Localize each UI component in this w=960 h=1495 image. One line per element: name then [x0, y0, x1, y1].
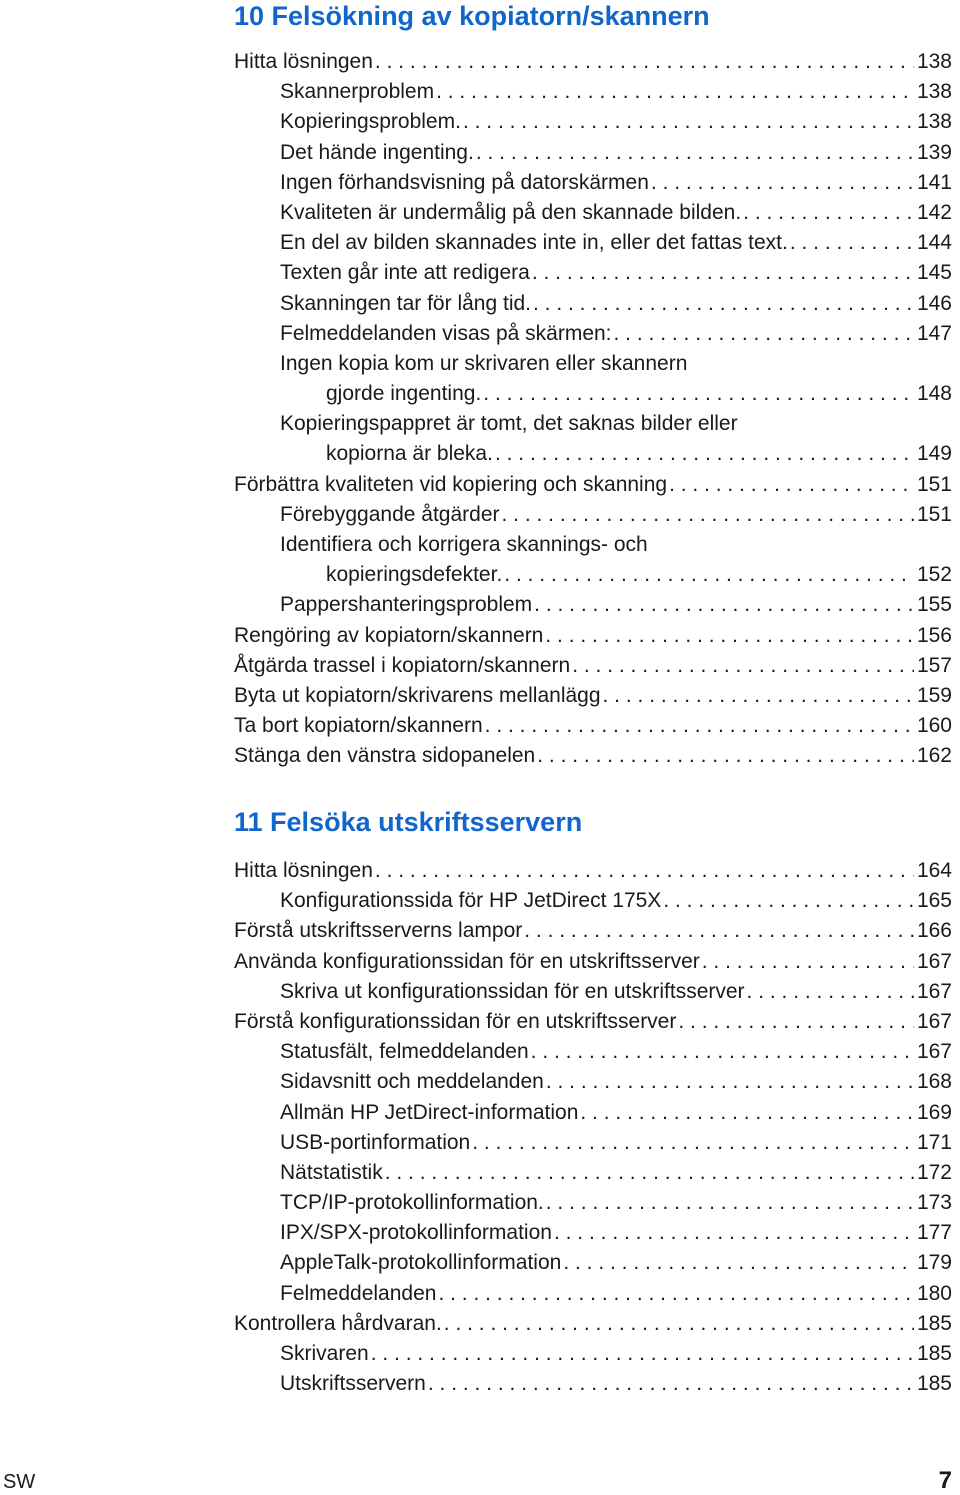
toc-entry[interactable]	[234, 349, 952, 409]
toc-entry-label: Nätstatistik	[280, 1160, 383, 1184]
toc-page-number: 145	[916, 261, 952, 285]
toc-entry-label: Kvaliteten är undermålig på den skannade bilden.	[280, 200, 742, 224]
toc-page-number: 185	[916, 1311, 952, 1335]
toc-page-number: 155	[916, 593, 952, 617]
toc-entry-label: Sidavsnitt och meddelanden	[280, 1070, 544, 1094]
toc-entry[interactable]	[234, 138, 952, 168]
dot-leader	[385, 1158, 914, 1188]
toc-page-number: 151	[916, 502, 952, 526]
toc-entry-label: Ingen kopia kom ur skrivaren eller skannern	[280, 351, 688, 375]
toc-entry-label-continued: kopiorna är bleka.	[326, 442, 493, 466]
toc-entry-label: Skrivaren	[280, 1342, 369, 1365]
dot-leader	[371, 1339, 914, 1369]
toc-page-number: 152	[916, 563, 952, 587]
dot-leader	[504, 560, 914, 590]
toc-entry[interactable]	[234, 1037, 952, 1067]
dot-leader	[463, 107, 914, 137]
toc-entry-label: Allmän HP JetDirect-information	[280, 1100, 579, 1124]
toc-entry-label: Åtgärda trassel i kopiatorn/skannern	[234, 653, 571, 677]
toc-entry-label: Pappershanteringsproblem	[280, 593, 533, 617]
toc-page-number: 180	[916, 1281, 952, 1305]
toc-entry[interactable]	[234, 1128, 952, 1158]
toc-entry[interactable]	[234, 916, 952, 946]
toc-entry-label: AppleTalk-protokollinformation	[280, 1251, 562, 1275]
toc-entry-label: Utskriftsservern	[280, 1372, 426, 1396]
toc-entry-label: Statusfält, felmeddelanden	[280, 1040, 529, 1064]
chapter-10-toc	[234, 47, 952, 772]
toc-entry-label: Konfigurationssida för HP JetDirect 175X	[280, 889, 662, 913]
toc-entry-label: IPX/SPX-protokollinformation	[280, 1221, 552, 1245]
footer-page-number: 7	[938, 1467, 952, 1494]
toc-entry[interactable]	[234, 228, 952, 258]
toc-entry[interactable]	[234, 1279, 952, 1309]
toc-entry[interactable]	[234, 1339, 952, 1369]
toc-page-number: 172	[916, 1160, 952, 1184]
toc-page-number: 156	[916, 623, 952, 647]
toc-page-number: 157	[916, 653, 952, 677]
toc-entry[interactable]	[234, 1248, 952, 1278]
dot-leader	[580, 1098, 914, 1128]
toc-entry-label: Skannerproblem	[280, 80, 435, 104]
dot-leader	[545, 621, 914, 651]
dot-leader	[502, 500, 914, 530]
dot-leader	[534, 590, 914, 620]
toc-page-number: 185	[916, 1372, 952, 1396]
toc-page-number: 142	[916, 200, 952, 224]
toc-entry[interactable]	[234, 651, 952, 681]
toc-entry[interactable]	[234, 621, 952, 651]
toc-entry-label: Hitta lösningen	[234, 859, 373, 882]
dot-leader	[546, 1188, 914, 1218]
dot-leader	[614, 319, 914, 349]
chapter-11-toc	[234, 856, 952, 1399]
toc-entry[interactable]	[234, 1158, 952, 1188]
toc-entry-label: Rengöring av kopiatorn/skannern	[234, 623, 544, 647]
toc-entry[interactable]	[234, 289, 952, 319]
toc-entry[interactable]	[234, 977, 952, 1007]
toc-page-number: 147	[916, 321, 952, 345]
toc-entry-label-continued: gjorde ingenting.	[326, 382, 482, 406]
toc-entry-label: Använda konfigurationssidan för en utskriftsserver	[234, 949, 700, 973]
toc-entry[interactable]	[234, 1369, 952, 1399]
dot-leader	[472, 1128, 914, 1158]
toc-entry-label: En del av bilden skannades inte in, eller det fattas text.	[280, 231, 788, 255]
toc-entry-label: Byta ut kopiatorn/skrivarens mellanlägg	[234, 683, 601, 707]
toc-entry[interactable]	[234, 409, 952, 469]
toc-page-number: 171	[916, 1130, 952, 1154]
toc-entry[interactable]	[234, 319, 952, 349]
toc-page-number: 141	[916, 170, 952, 194]
toc-page-number: 179	[916, 1251, 952, 1275]
dot-leader	[485, 711, 914, 741]
toc-page-number: 173	[916, 1191, 952, 1215]
toc-page-number: 166	[916, 919, 952, 943]
toc-entry[interactable]	[234, 1098, 952, 1128]
dot-leader	[375, 856, 914, 886]
toc-entry[interactable]	[234, 711, 952, 741]
dot-leader	[572, 651, 914, 681]
toc-entry[interactable]	[234, 1007, 952, 1037]
chapter-11-title: 11 Felsöka utskriftsservern	[234, 807, 583, 837]
toc-entry[interactable]	[234, 168, 952, 198]
dot-leader	[533, 289, 914, 319]
toc-entry-label-continued: kopieringsdefekter.	[326, 563, 503, 587]
chapter-10-title: 10 Felsökning av kopiatorn/skannern	[234, 1, 710, 31]
dot-leader	[603, 681, 914, 711]
toc-entry[interactable]	[234, 1188, 952, 1218]
toc-entry-label: Texten går inte att redigera	[280, 261, 530, 285]
dot-leader	[669, 470, 914, 500]
toc-entry[interactable]	[234, 947, 952, 977]
toc-entry-label: Det hände ingenting.	[280, 140, 474, 164]
dot-leader	[747, 977, 914, 1007]
dot-leader	[495, 439, 914, 469]
dot-leader	[444, 1309, 914, 1339]
toc-entry[interactable]	[234, 198, 952, 228]
toc-entry[interactable]	[234, 590, 952, 620]
dot-leader	[678, 1007, 914, 1037]
toc-page-number: 144	[916, 231, 952, 255]
dot-leader	[743, 198, 914, 228]
toc-entry[interactable]	[234, 47, 952, 77]
toc-page-number: 169	[916, 1100, 952, 1124]
toc-page-number: 151	[916, 472, 952, 496]
toc-entry-label: Kopieringsproblem.	[280, 110, 461, 134]
toc-page-number: 165	[916, 889, 952, 913]
toc-page-number: 146	[916, 291, 952, 315]
toc-page-number: 138	[916, 110, 952, 134]
toc-page-number: 138	[916, 50, 952, 73]
toc-entry[interactable]	[234, 258, 952, 288]
toc-entry-label: Förebyggande åtgärder	[280, 502, 500, 526]
footer-language-code: SW	[3, 1471, 36, 1493]
toc-entry[interactable]	[234, 470, 952, 500]
toc-entry-label: Hitta lösningen	[234, 50, 373, 73]
toc-page-number: 149	[916, 442, 952, 466]
toc-entry-label: USB-portinformation	[280, 1130, 471, 1154]
dot-leader	[524, 916, 914, 946]
page-footer	[0, 1467, 960, 1494]
toc-page-number: 168	[916, 1070, 952, 1094]
dot-leader	[483, 379, 914, 409]
toc-entry[interactable]	[234, 1309, 952, 1339]
dot-leader	[476, 138, 914, 168]
dot-leader	[537, 741, 914, 771]
toc-entry-label: Ta bort kopiatorn/skannern	[234, 714, 483, 738]
toc-entry-label: Kopieringspappret är tomt, det saknas bilder eller	[280, 412, 738, 436]
dot-leader	[651, 168, 914, 198]
toc-entry-label: TCP/IP-protokollinformation.	[280, 1191, 544, 1215]
toc-entry-label: Förstå konfigurationssidan för en utskriftsserver	[234, 1009, 677, 1033]
dot-leader	[438, 1279, 914, 1309]
toc-entry[interactable]	[234, 681, 952, 711]
toc-page-number: 185	[916, 1342, 952, 1365]
toc-entry-label: Ingen förhandsvisning på datorskärmen	[280, 170, 649, 194]
toc-entry-label: Felmeddelanden visas på skärmen:	[280, 321, 612, 345]
toc-entry-continuation	[280, 560, 952, 590]
dot-leader	[436, 77, 914, 107]
toc-entry-label: Skriva ut konfigurationssidan för en utskriftsserver	[280, 979, 745, 1003]
toc-page-number: 167	[916, 949, 952, 973]
toc-page-number: 160	[916, 714, 952, 738]
toc-page-number: 177	[916, 1221, 952, 1245]
toc-entry[interactable]	[234, 856, 952, 886]
toc-entry-label: Identifiera och korrigera skannings- och	[280, 533, 648, 557]
toc-entry-label: Stänga den vänstra sidopanelen	[234, 744, 536, 768]
dot-leader	[790, 228, 914, 258]
dot-leader	[702, 947, 914, 977]
dot-leader	[531, 1037, 914, 1067]
toc-page-number: 167	[916, 979, 952, 1003]
toc-entry[interactable]	[234, 107, 952, 137]
toc-entry-label: Förstå utskriftsserverns lampor	[234, 919, 523, 943]
toc-entry[interactable]	[234, 500, 952, 530]
toc-entry-continuation	[280, 439, 952, 469]
dot-leader	[554, 1218, 914, 1248]
dot-leader	[546, 1067, 914, 1097]
toc-entry[interactable]	[234, 886, 952, 916]
toc-page-number: 159	[916, 683, 952, 707]
toc-page-number: 164	[916, 859, 952, 882]
dot-leader	[563, 1248, 914, 1278]
dot-leader	[532, 258, 914, 288]
toc-page-number: 167	[916, 1040, 952, 1064]
toc-entry[interactable]	[234, 530, 952, 590]
dot-leader	[375, 47, 914, 77]
toc-entry-label: Förbättra kvaliteten vid kopiering och skanning	[234, 472, 668, 496]
toc-page-number: 162	[916, 744, 952, 768]
toc-entry-label: Skanningen tar för lång tid.	[280, 291, 531, 315]
toc-entry-label: Kontrollera hårdvaran.	[234, 1311, 442, 1335]
toc-entry[interactable]	[234, 741, 952, 771]
toc-page-number: 138	[916, 80, 952, 104]
toc-entry-continuation	[280, 379, 952, 409]
toc-page-number: 139	[916, 140, 952, 164]
toc-entry[interactable]	[234, 1067, 952, 1097]
dot-leader	[663, 886, 914, 916]
toc-page-number: 148	[916, 382, 952, 406]
toc-entry-label: Felmeddelanden	[280, 1281, 437, 1305]
toc-entry[interactable]	[234, 77, 952, 107]
toc-entry[interactable]	[234, 1218, 952, 1248]
dot-leader	[428, 1369, 914, 1399]
toc-page-number: 167	[916, 1009, 952, 1033]
